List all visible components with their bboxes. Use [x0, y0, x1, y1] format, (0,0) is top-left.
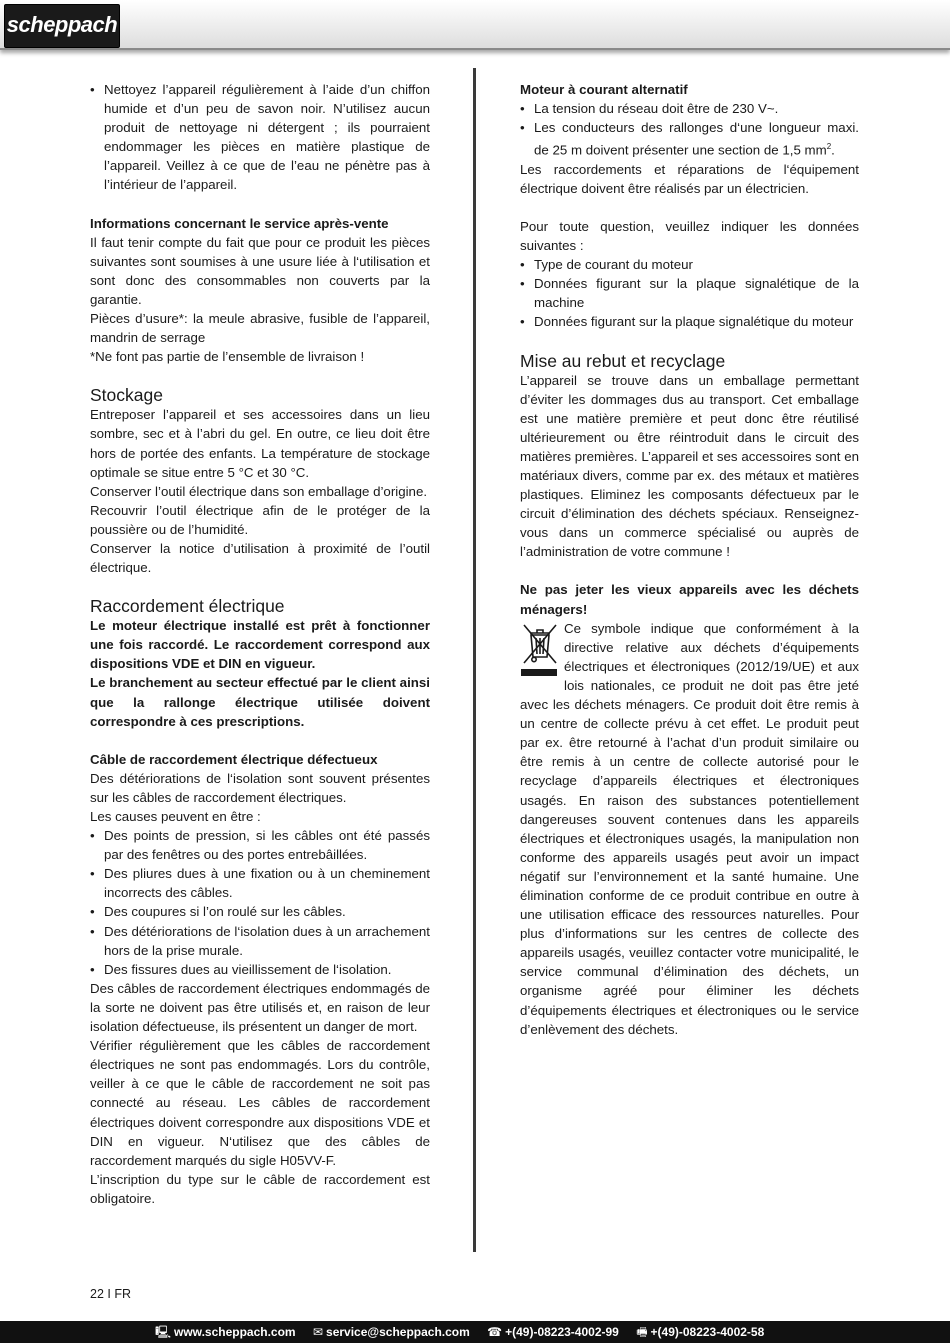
list-item: • Données figurant sur la plaque signalétique de la machine	[520, 274, 859, 312]
mail-icon: ✉	[312, 1325, 324, 1339]
cable-heading: Câble de raccordement électrique défectueux	[90, 751, 378, 767]
paragraph: Conserver la notice d’utilisation à proximité de l’outil électrique.	[90, 540, 430, 576]
scheppach-logo: scheppach	[4, 4, 120, 48]
paragraph: Les causes peuvent en être :	[90, 809, 261, 824]
electric-heading: Raccordement électrique	[90, 596, 285, 617]
list-item: • Données figurant sur la plaque signalétique du moteur	[520, 312, 859, 331]
list-item: • Nettoyez l’appareil régulièrement à l’aide d’un chiffon humide et d’un peu de savon noir. N’utilisez aucun produit de nettoyage ni détergent ; ils pourraient endommager les pièces en matière plastique de l’appareil. Veillez à ce que de l’eau ne pénètre pas à l’intérieur de l’appareil.	[90, 80, 430, 195]
fax-icon: 🖷	[636, 1325, 648, 1339]
list-item: • Des fissures dues au vieillissement de l‘isolation.	[90, 960, 430, 979]
paragraph: Recouvrir l’outil électrique afin de le protéger de la poussière ou de l’humidité.	[90, 502, 430, 537]
paragraph: Pièces d’usure*: la meule abrasive, fusible de l’appareil, mandrin de serrage	[90, 311, 430, 346]
paragraph: Vérifier régulièrement que les câbles de raccordement électriques ne sont pas endommagés. Lors du contrôle, veiller à ce que le câble de raccordement ne soit pas connecté au réseau. Les câbles de raccordement électriques doivent correspondre aux dispositions VDE et DIN en vigueur. N‘utilisez que des câbles de raccordement marqués du sigle H05VV-F.	[90, 1038, 430, 1168]
list-item: • Des pliures dues à une fixation ou à un cheminement incorrects des câbles.	[90, 864, 430, 902]
ac-motor-list	[520, 99, 859, 160]
paragraph: L’inscription du type sur le câble de raccordement est obligatoire.	[90, 1171, 430, 1206]
list-item: • Des détériorations de l‘isolation dues à un arrachement hors de la prise murale.	[90, 922, 430, 960]
disposal-heading: Mise au rebut et recyclage	[520, 350, 726, 371]
footer-website[interactable]: www.scheppach.com	[174, 1325, 296, 1339]
footer-fax: +(49)-08223-4002-58	[650, 1325, 765, 1339]
paragraph: L’appareil se trouve dans un emballage permettant d’éviter les dommages dus au transport. Cet emballage est une matière première et peut donc être réutilisé ultérieurement ou être réintroduit dans le circuit des matières premières. L’appareil et ses accessoires sont en matériaux divers, comme par ex. des métaux et matières plastiques. Eliminez les composants défectueux par le circuit d’élimination des déchets spéciaux. Renseignez-vous dans un commerce spécialisé ou auprès de l’administration de votre commune !	[520, 372, 859, 560]
footer-phone: +(49)-08223-4002-99	[505, 1325, 619, 1339]
crossed-bin-icon	[520, 621, 560, 679]
page-footer	[0, 1321, 950, 1343]
paragraph: Ce symbole indique que conformément à la directive relative aux déchets d’équipements électriques et électroniques (2012/19/UE) et aux lois nationales, ce produit ne doit pas être jeté avec les déchets ménagers. Ce produit doit être remis à un centre de collecte prévu à cet effet. Le produit peut par ex. être retourné à l’achat d’un produit similaire ou être remis à un centre de collecte autorisé pour le recyclage d’appareils électriques et électroniques usagés. En raison des substances potentiellement dangereuses souvent contenues dans les appareils électriques et électroniques usagés, la manipulation non conforme des appareils usagés peut avoir un impact négatif sur l’environnement et la santé humaine. Une élimination conforme de ce produit contribue en outre à une utilisation efficace des ressources naturelles. Pour plus d’informations sur les centres de collecte des appareils usagés, veuillez contacter votre municipalité, le service communal d’élimination des déchets, un organisme agréé pour éliminer les déchets d’équipements électriques et électroniques ou le service d’enlèvement des déchets.	[520, 620, 859, 1037]
right-column	[520, 80, 859, 1039]
ac-motor-heading: Moteur à courant alternatif	[520, 82, 688, 97]
paragraph: *Ne font pas partie de l’ensemble de livraison !	[90, 349, 365, 365]
service-heading: Informations concernant le service après-vente	[90, 215, 389, 231]
list-item: • La tension du réseau doit être de 230 V~.	[520, 99, 859, 118]
weee-heading: Ne pas jeter les vieux appareils avec les déchets ménagers!	[520, 582, 859, 617]
list-item: • Type de courant du moteur	[520, 255, 859, 274]
list-item: • Les conducteurs des rallonges d‘une longueur maxi. de 25 m doivent présenter une section de 1,5 $mm^2$.	[520, 118, 859, 160]
paragraph: Pour toute question, veuillez indiquer les données suivantes :	[520, 218, 859, 254]
left-column	[90, 80, 430, 1208]
header-rule	[0, 48, 950, 50]
page-header	[0, 0, 950, 50]
paragraph: Il faut tenir compte du fait que pour ce produit les pièces suivantes sont soumises à une usure liée à l‘utilisation et sont donc des consommables non couverts par la garantie.	[90, 234, 430, 307]
paragraph: Des détériorations de l‘isolation sont souvent présentes sur les câbles de raccordement électriques.	[90, 770, 430, 805]
weee-block	[520, 619, 859, 1039]
paragraph: Le moteur électrique installé est prêt à fonctionner une fois raccordé. Le raccordement correspond aux dispositions VDE et DIN en vigueur.	[90, 618, 430, 672]
list-item: • Des points de pression, si les câbles ont été passés par des fenêtres ou des portes entrebâillées.	[90, 826, 430, 864]
storage-heading: Stockage	[90, 385, 163, 406]
cable-causes-list	[90, 826, 430, 979]
paragraph: Des câbles de raccordement électriques endommagés de la sorte ne doivent pas être utilisés et, en raison de leur isolation défectueuse, ils présentent un danger de mort.	[90, 980, 430, 1035]
question-list	[520, 255, 859, 331]
phone-icon: ☎	[487, 1325, 503, 1339]
paragraph: Les raccordements et réparations de l‘équipement électrique doivent être réalisés par un électricien.	[520, 161, 859, 196]
page-number: 22 I FR	[90, 1287, 131, 1301]
footer-email[interactable]: service@scheppach.com	[326, 1325, 470, 1339]
paragraph: Entreposer l’appareil et ses accessoires dans un lieu sombre, sec et à l’abri du gel. En outre, ce lieu doit être hors de portée des enfants. La température de stockage optimale se situe entre 5 °C et 30 °C.	[90, 407, 430, 480]
paragraph: Conserver l’outil électrique dans son emballage d’origine.	[90, 483, 428, 499]
paragraph: Le branchement au secteur effectué par le client ainsi que la rallonge électrique utilisée doivent correspondre à ces prescriptions.	[90, 675, 430, 729]
column-divider	[473, 68, 476, 1252]
cleaning-list	[90, 80, 430, 195]
list-item: • Des coupures si l’on roulé sur les câbles.	[90, 902, 430, 921]
computer-icon: 🖳	[155, 1325, 172, 1339]
